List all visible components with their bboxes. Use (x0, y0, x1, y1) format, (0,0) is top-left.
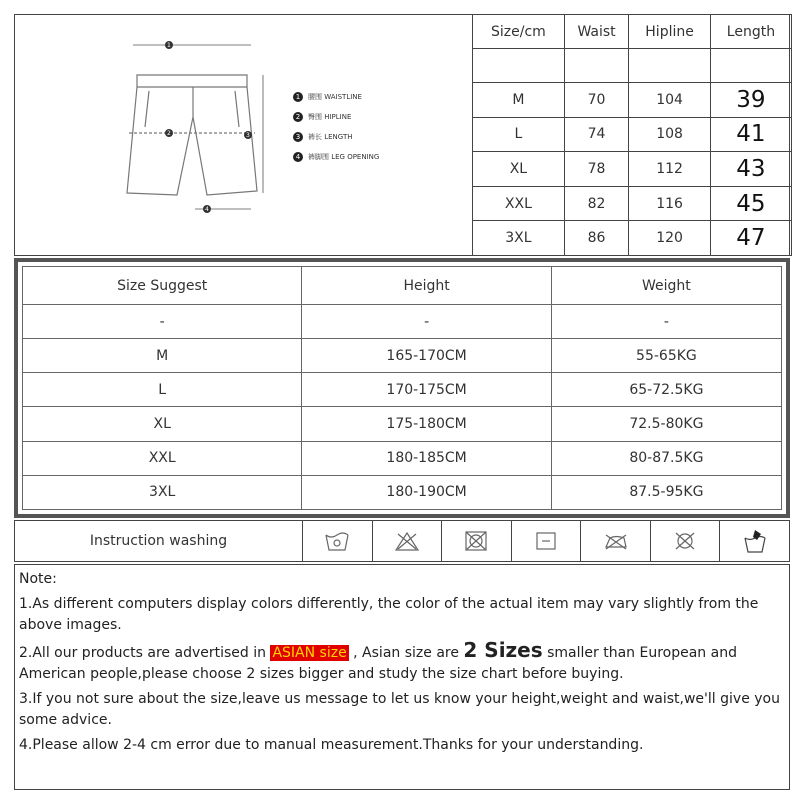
table-header-row (23, 267, 782, 305)
no-tumble-dry-icon (442, 521, 512, 561)
size-suggest-table (22, 266, 782, 510)
table-row: XXL 180-185CM 80-87.5KG (23, 441, 782, 475)
washing-instructions (14, 520, 790, 562)
table-row: 3XL 180-190CM 87.5-95KG (23, 475, 782, 509)
legend-item: 3 裤长 LENGTH (293, 127, 379, 147)
note-1: 1.As different computers display colors differently, the color of the actual item may vary slightly from the above images. (19, 596, 759, 633)
header-waist: Waist (564, 15, 629, 49)
legend-item: 1 腰围 WAISTLINE (293, 87, 379, 107)
table-row: M 165-170CM 55-65KG (23, 339, 782, 373)
diagram-legend (293, 87, 379, 167)
hand-wash-icon (720, 521, 789, 561)
notes-title: Note: (19, 571, 57, 587)
legend-item: 2 臀围 HIPLINE (293, 107, 379, 127)
header-size: Size/cm (473, 15, 565, 49)
marker-2: 2 (167, 130, 171, 137)
table-row: XL 78 112 43 (473, 152, 792, 187)
table-row: L 74 108 41 (473, 117, 792, 152)
marker-4: 4 (205, 206, 209, 213)
header-weight: Weight (551, 267, 781, 305)
table-row: 3XL 86 120 47 (473, 221, 792, 256)
table-row: L 170-175CM 65-72.5KG (23, 373, 782, 407)
legend-item: 4 裤脚围 LEG OPENING (293, 147, 379, 167)
table-row: XXL 82 116 45 (473, 186, 792, 221)
table-row: XL 175-180CM 72.5-80KG (23, 407, 782, 441)
header-height: Height (302, 267, 551, 305)
table-row: M 70 104 39 (473, 83, 792, 118)
note-2: 2.All our products are advertised in ASIAN size , Asian size are 2 Sizes smaller than European and American people,please choose 2 sizes bigger and study the size chart before buying. (19, 638, 737, 682)
marker-1: 1 (167, 42, 171, 49)
table-row: - - - (23, 305, 782, 339)
marker-3: 3 (246, 132, 250, 139)
no-bleach-icon (373, 521, 443, 561)
table-row (473, 49, 792, 83)
washing-label: Instruction washing (15, 521, 303, 561)
iron-low-icon (581, 521, 651, 561)
wash-30-icon (303, 521, 373, 561)
shorts-diagram (15, 15, 473, 255)
note-4: 4.Please allow 2-4 cm error due to manual measurement.Thanks for your understanding. (19, 737, 644, 753)
shorts-outline-icon (15, 15, 285, 255)
size-chart-top (14, 14, 790, 256)
two-sizes-emphasis: 2 Sizes (463, 638, 543, 662)
no-dry-clean-icon (651, 521, 721, 561)
asian-size-highlight: ASIAN size (272, 645, 347, 661)
table-header-row (473, 15, 792, 49)
size-suggest-section (14, 258, 790, 518)
header-length: Length (710, 15, 791, 49)
notes-section (14, 564, 790, 790)
header-hipline: Hipline (629, 15, 711, 49)
size-measurement-table (472, 14, 792, 256)
note-3: 3.If you not sure about the size,leave us message to let us know your height,weight and waist,we'll give you some advice. (19, 691, 780, 728)
line-dry-icon (512, 521, 582, 561)
header-size-suggest: Size Suggest (23, 267, 302, 305)
